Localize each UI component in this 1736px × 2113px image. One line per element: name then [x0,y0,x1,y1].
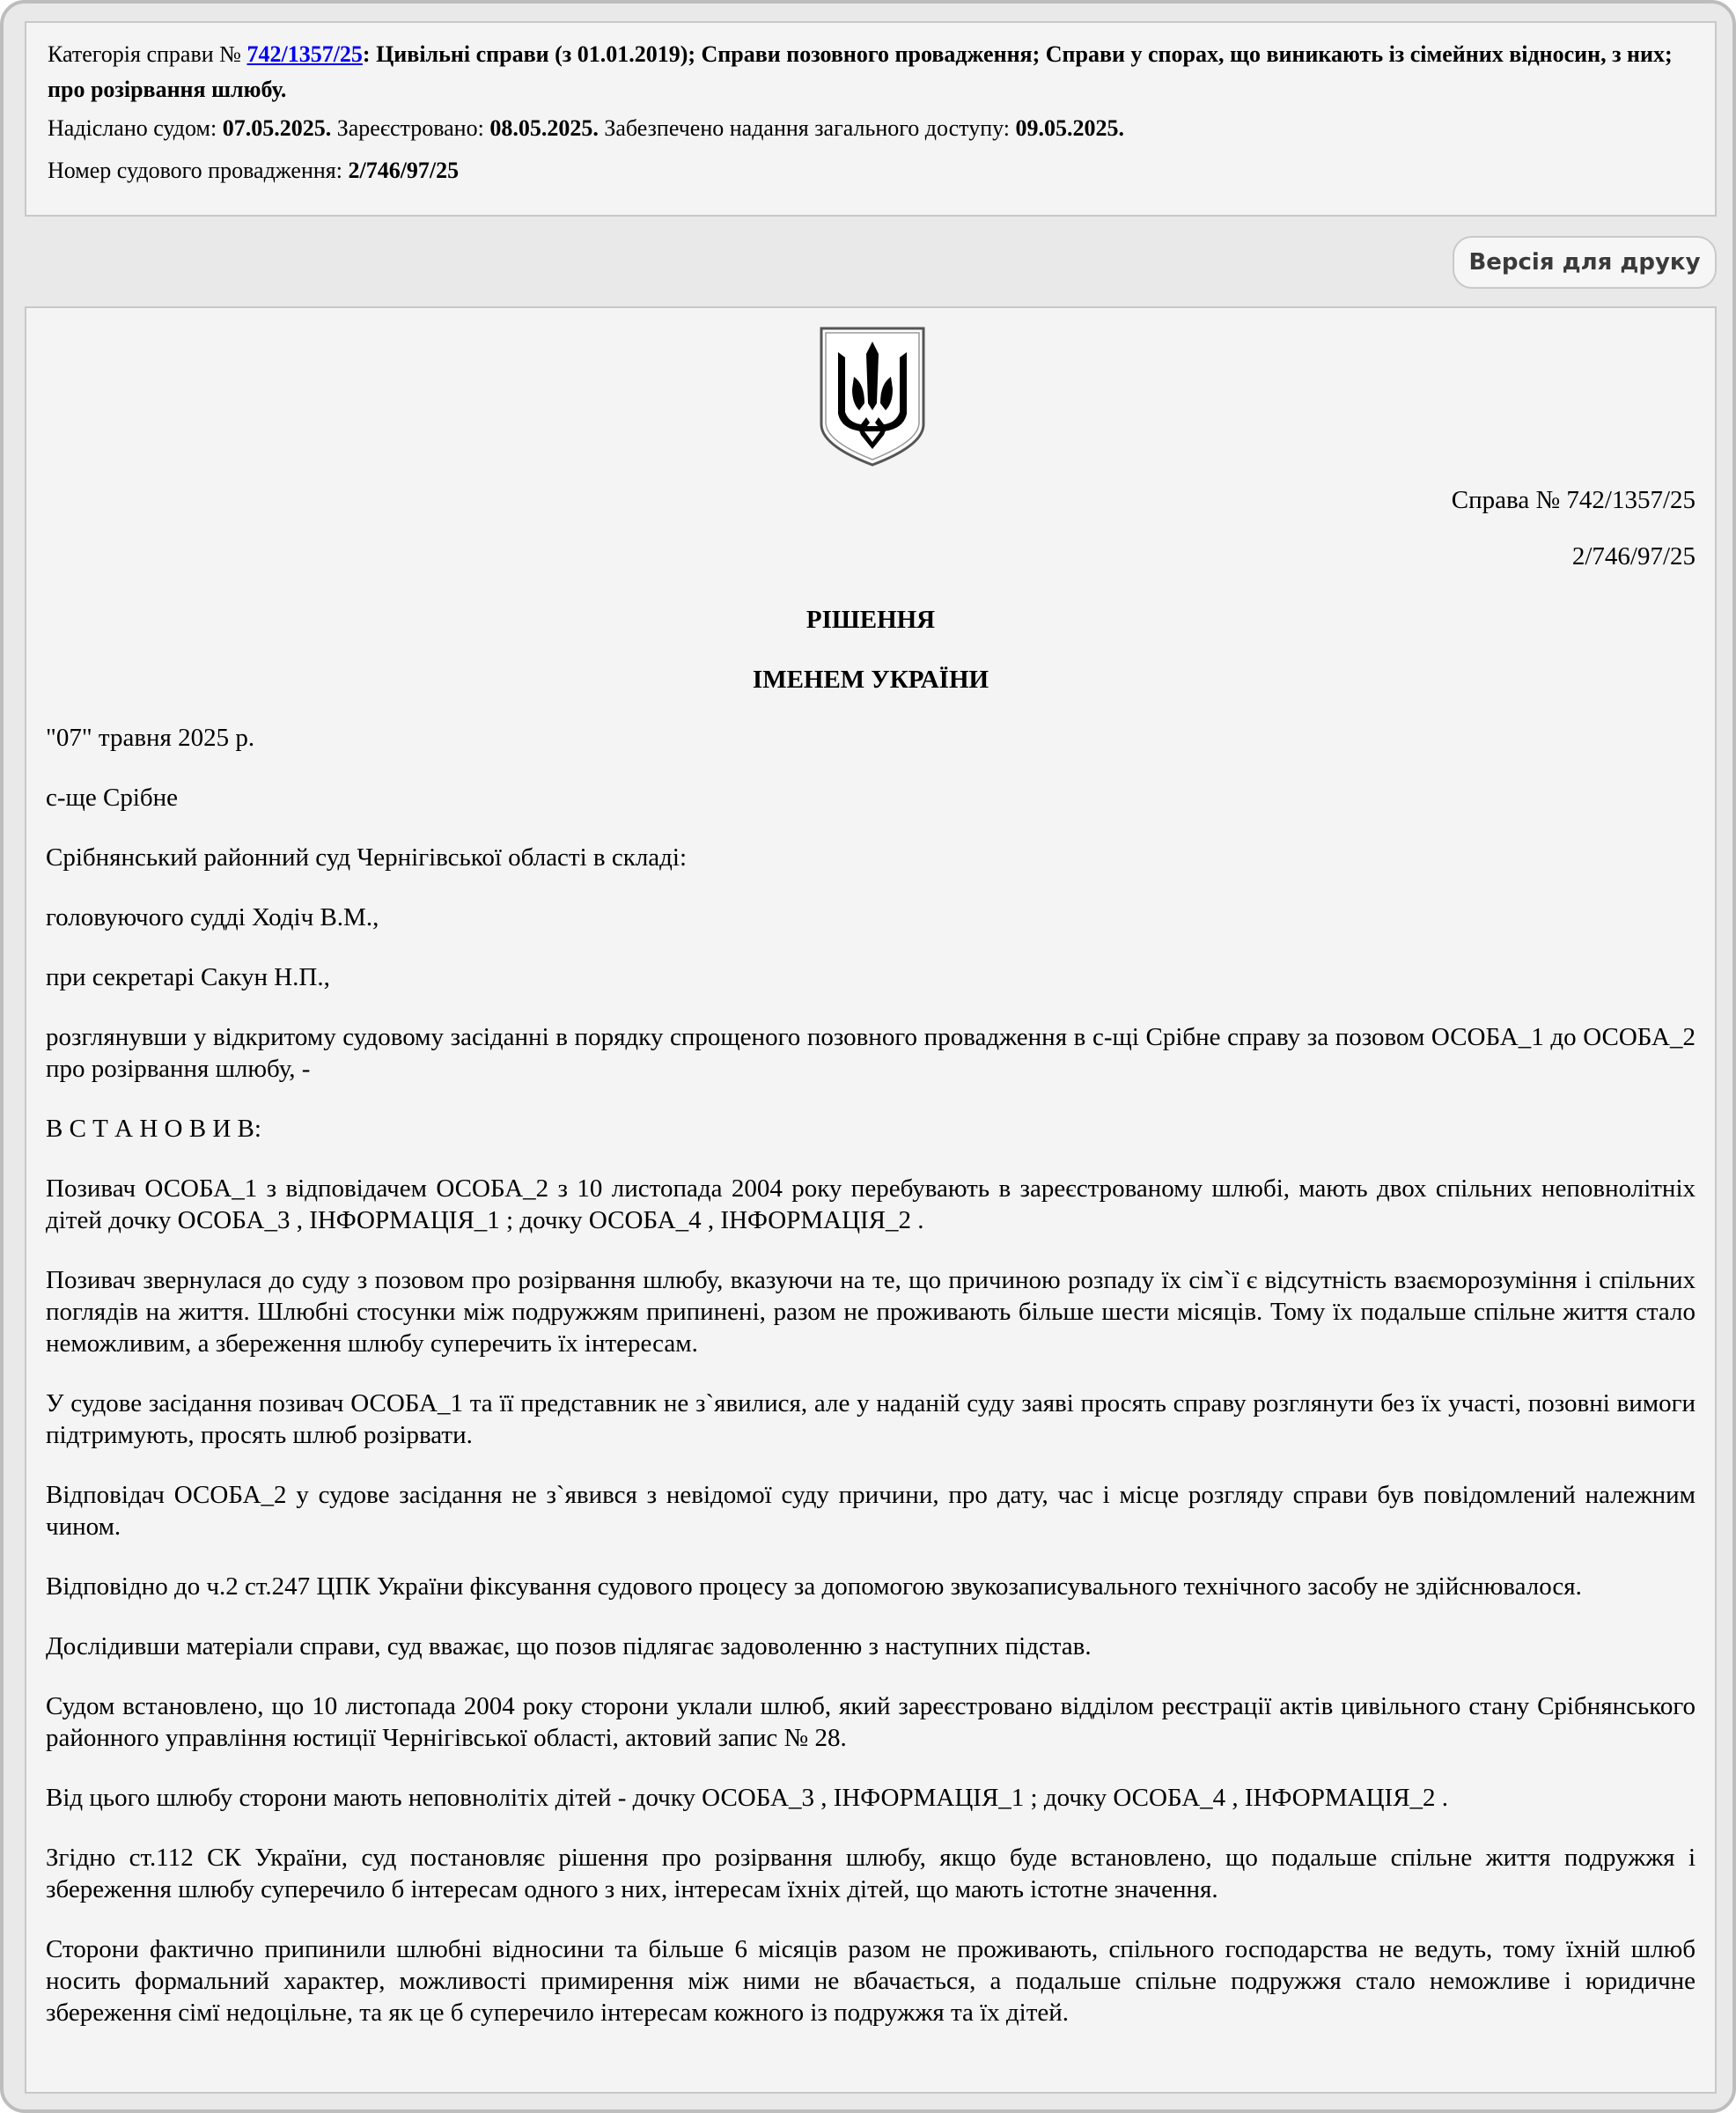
intro-paragraph: розглянувши у відкритому судовому засіданні в порядку спрощеного позовного провадження в с-щі Срібне справу за позовом ОСОБА_1 до ОСОБА_2 про розірвання шлюбу, - [46,1023,1696,1083]
presiding-judge: головуючого судді Ходіч В.М., [46,903,379,931]
access-label: Забезпечено надання загального доступу: [598,115,1016,141]
paragraph-3: У судове засідання позивач ОСОБА_1 та її представник не з`явилися, але у наданій суду заяві просять справу розглянути без їх участі, позовні вимоги підтримують, просять шлюб розірвати. [46,1389,1696,1449]
paragraph-2: Позивач звернулася до суду з позовом про розірвання шлюбу, вказуючи на те, що причиною розпаду їх сім`ї є відсутність взаєморозуміння і спільних поглядів на життя. Шлюбні стосунки між подружжям припинені, разом не проживають більше шести місяців. Тому їх подальше спільне життя стало неможливим, а збереження шлюбу суперечить їх інтересам. [46,1266,1696,1358]
proceeding-label: Номер судового провадження: [48,158,349,183]
category-text: : Цивільні справи (з 01.01.2019); Справи позовного провадження; Справи у спорах, що виникають із сімейних відносин, з них; про розірвання шлюбу. [48,41,1673,102]
court-secretary: при секретарі Сакун Н.П., [46,963,330,991]
case-number: Справа № 742/1357/25 [1451,486,1696,514]
paragraph-8: Від цього шлюбу сторони мають неповнолітіх дітей - дочку ОСОБА_3 , ІНФОРМАЦІЯ_1 ; дочку ОСОБА_4 , ІНФОРМАЦІЯ_2 . [46,1784,1449,1812]
decision-title: РІШЕННЯ [805,606,936,634]
established-heading: В С Т А Н О В И В: [46,1115,261,1143]
paragraph-6: Дослідивши матеріали справи, суд вважає, що позов підлягає задоволенню з наступних підстав. [46,1632,1092,1660]
paragraph-5: Відповідно до ч.2 ст.247 ЦПК України фіксування судового процесу за допомогою звукозаписувального технічного засобу не здійснювалося. [46,1572,1582,1601]
case-number-link[interactable]: 742/1357/25 [246,41,363,67]
paragraph-10: Сторони фактично припинили шлюбні відносини та більше 6 місяців разом не проживають, спільного господарства не ведуть, тому їхній шлюб носить формальний характер, можливості примирення між ними не вбачається, а подальше спільне подружжя стало неможливе і юридичне збереження сімї недоцільне, та як це б суперечило інтересам кожного із подружжя та їх дітей. [46,1935,1696,2027]
proceeding-number: 2/746/97/25 [348,158,460,183]
decision-subtitle: ІМЕНЕМ УКРАЇНИ [752,666,989,694]
case-info-panel [25,21,1717,217]
sent-date: 07.05.2025. [222,115,332,141]
access-date: 09.05.2025. [1015,115,1124,141]
paragraph-7: Судом встановлено, що 10 листопада 2004 року сторони уклали шлюб, який зареєстровано відділом реєстрації актів цивільного стану Срібнянського районного управління юстиції Чернігівської області, актовий запис № 28. [46,1692,1696,1752]
paragraph-9: Згідно ст.112 СК України, суд постановляє рішення про розірвання шлюбу, якщо буде встановлено, що подальше спільне життя подружжя і збереження шлюбу суперечило б інтересам одного з них, інтересам їхніх дітей, що мають істотне значення. [46,1844,1696,1903]
print-version-button[interactable]: Версія для друку [1453,236,1717,289]
court-composition: Срібнянський районний суд Чернігівської області в складі: [46,843,688,872]
decision-place: с-ще Срібне [46,784,179,812]
registered-label: Зареєстровано: [331,115,490,141]
sent-label: Надіслано судом: [48,115,223,141]
proceeding-number-doc: 2/746/97/25 [1571,542,1696,571]
tryzub-icon [819,326,926,468]
case-dates [48,111,1694,146]
document-body [46,484,1696,2028]
paragraph-4: Відповідач ОСОБА_2 у судове засідання не з`явився з невідомої суду причини, про дату, час і місце розгляду справи був повідомлений належним чином. [46,1481,1696,1541]
proceeding-number-line [48,153,1694,188]
paragraph-1: Позивач ОСОБА_1 з відповідачем ОСОБА_2 з 10 листопада 2004 року перебувають в зареєстрованому шлюбі, мають двох спільних неповнолітніх дітей дочку ОСОБА_3 , ІНФОРМАЦІЯ_1 ; дочку ОСОБА_4 , ІНФОРМАЦІЯ_2 . [46,1174,1696,1234]
category-prefix: Категорія справи № [48,41,247,67]
registered-date: 08.05.2025. [489,115,599,141]
court-decision-document [25,306,1717,2094]
case-category [48,37,1694,107]
decision-date: "07" травня 2025 р. [46,724,255,752]
